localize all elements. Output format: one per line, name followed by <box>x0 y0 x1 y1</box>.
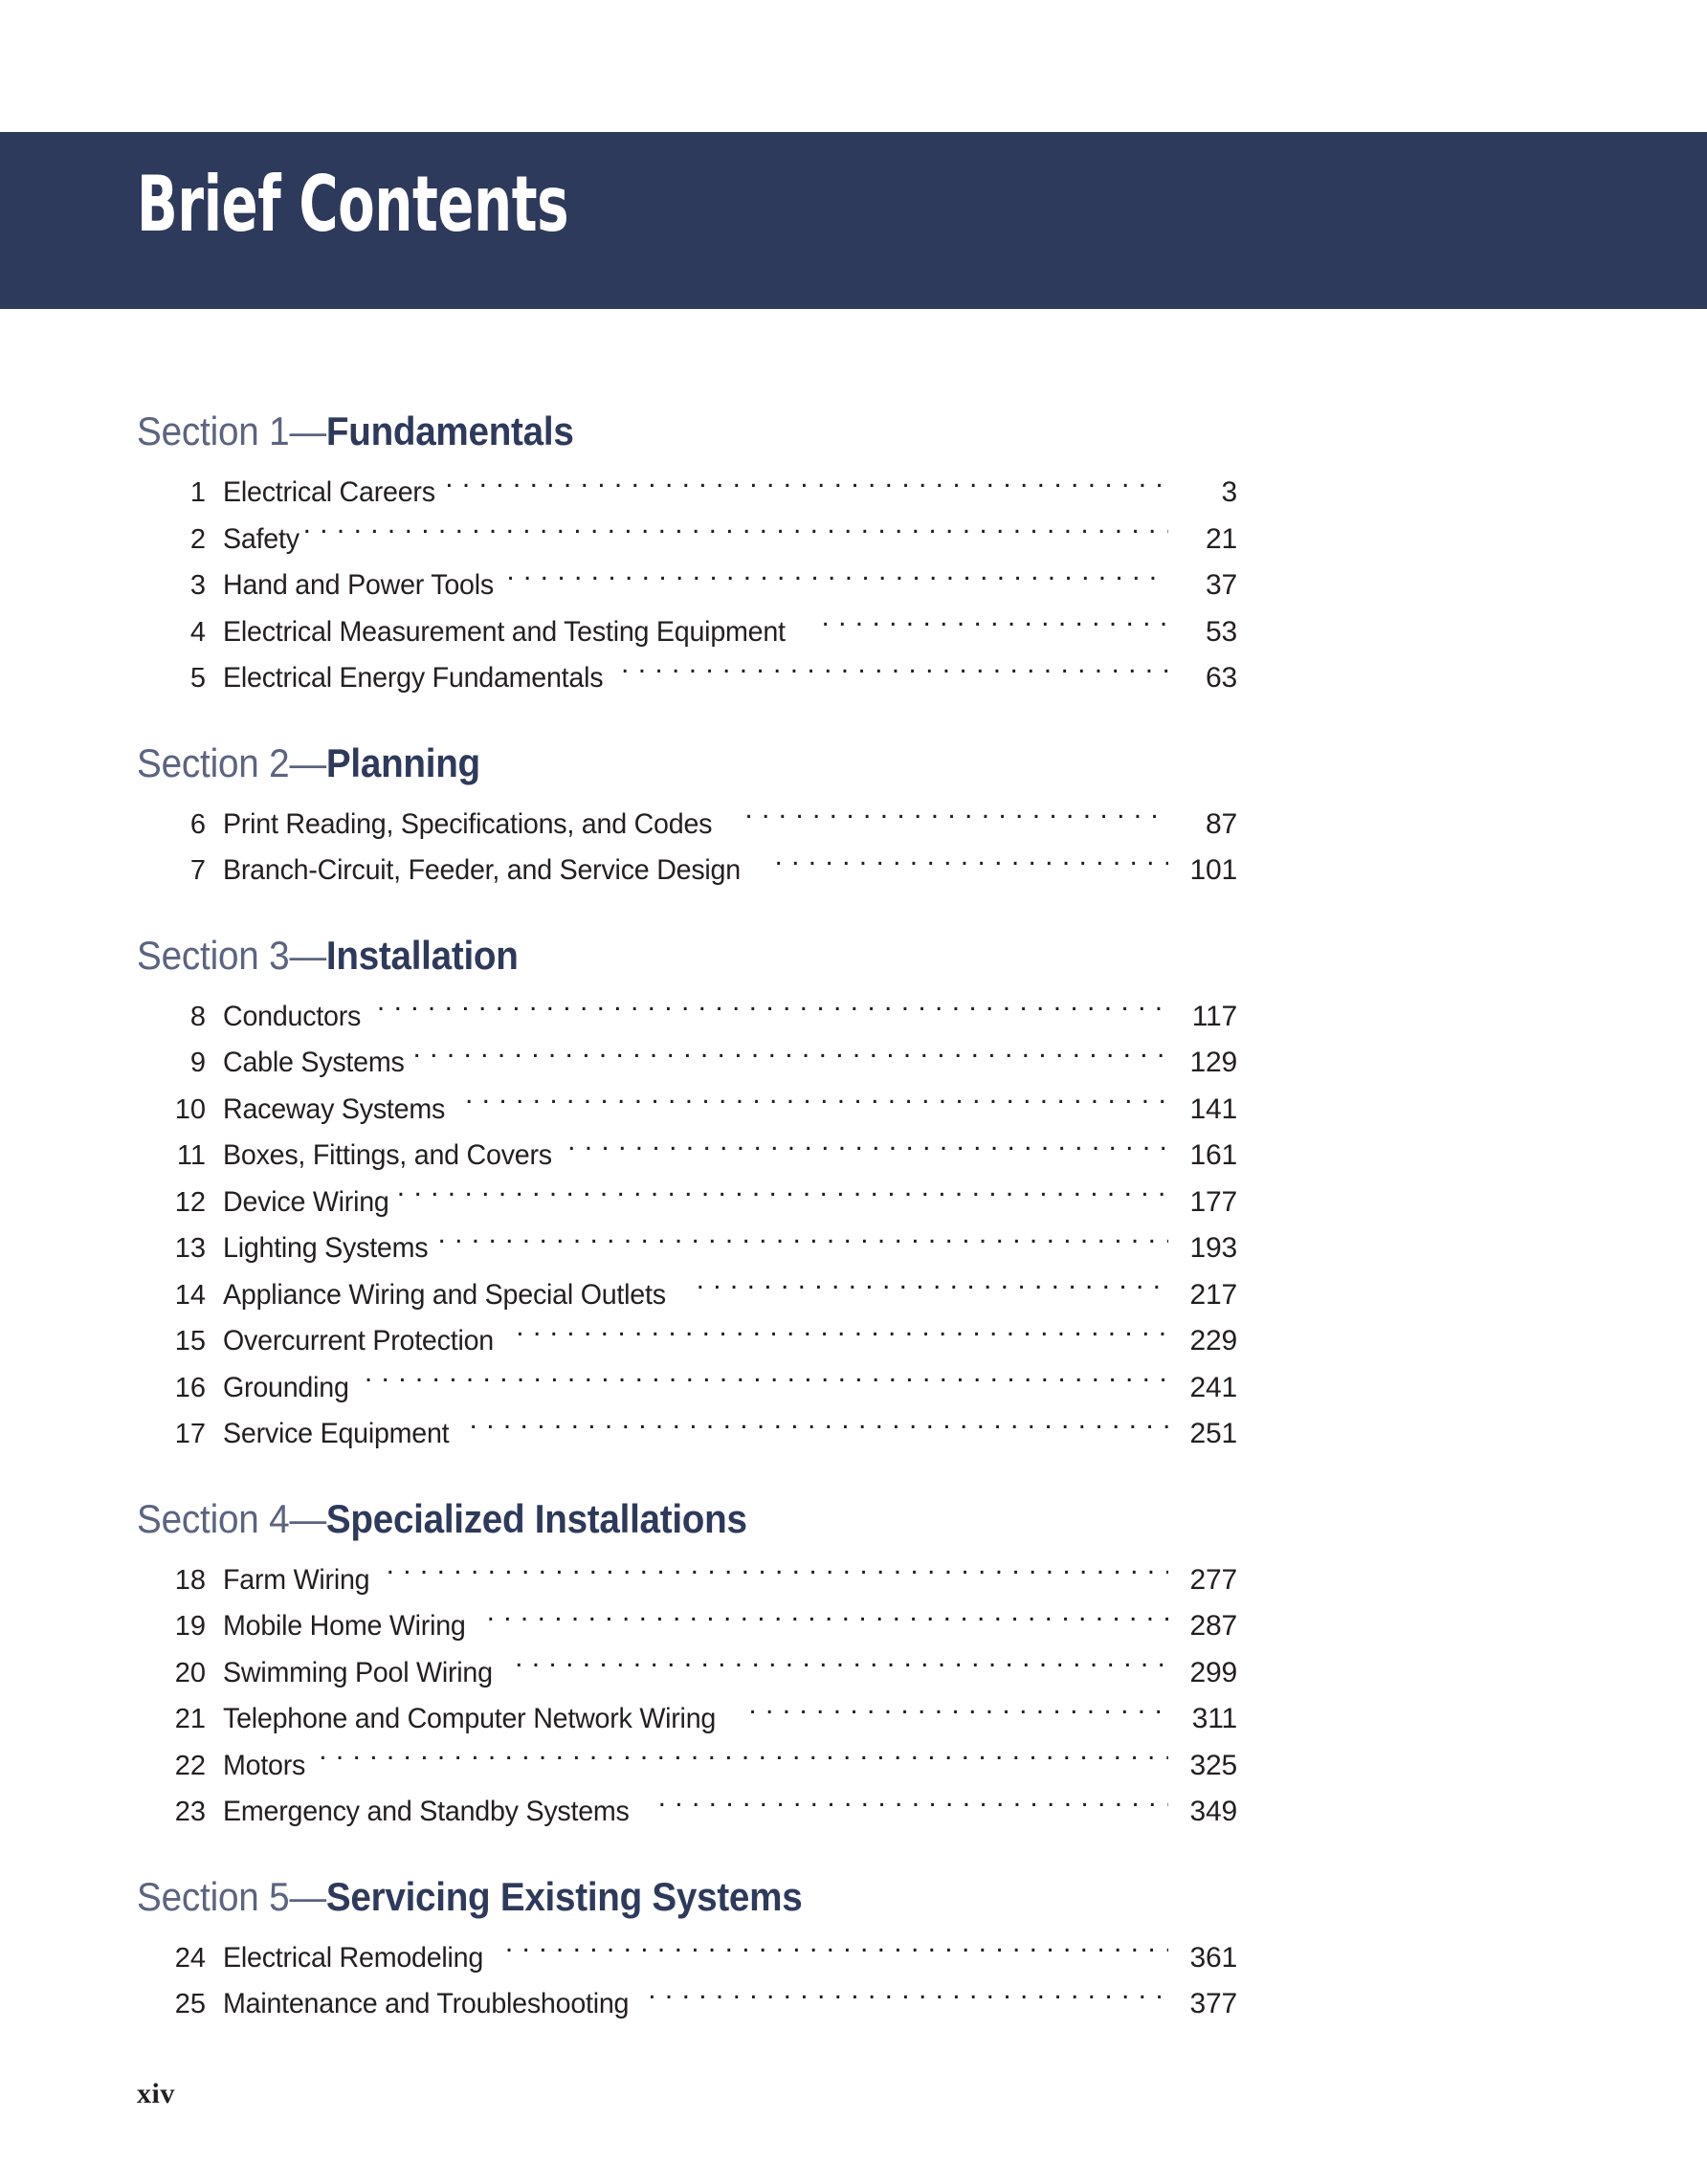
dot-leader <box>648 1984 1168 2013</box>
section-name: Fundamentals <box>325 408 574 453</box>
chapter-number: 7 <box>189 855 206 886</box>
dot-leader <box>470 1414 1168 1443</box>
page-number: 21 <box>1206 522 1237 555</box>
chapter-number: 17 <box>174 1419 206 1449</box>
dot-leader <box>487 1606 1168 1635</box>
dot-leader <box>437 1228 1168 1257</box>
chapter-title[interactable]: Hand and Power Tools <box>223 569 494 601</box>
chapter-title[interactable]: Raceway Systems <box>223 1092 446 1125</box>
chapter-entry-list <box>137 994 1237 1458</box>
dot-leader <box>365 1368 1168 1397</box>
chapter-title[interactable]: Boxes, Fittings, and Covers <box>223 1139 552 1171</box>
dot-leader <box>413 1043 1169 1071</box>
page-number: 37 <box>1206 569 1237 601</box>
chapter-title[interactable]: Telephone and Computer Network Wiring <box>223 1703 717 1734</box>
chapter-number: 2 <box>189 523 206 555</box>
chapter-entry[interactable] <box>137 1180 1237 1226</box>
chapter-entry[interactable] <box>137 1557 1237 1604</box>
page-folio: xiv <box>137 2078 175 2109</box>
dot-leader <box>697 1275 1168 1304</box>
chapter-number: 6 <box>189 808 206 840</box>
page-number: 177 <box>1189 1185 1237 1218</box>
chapter-entry[interactable] <box>137 470 1237 517</box>
page-number: 3 <box>1221 476 1237 508</box>
page-header-band <box>0 132 1707 309</box>
chapter-number: 8 <box>189 1001 206 1032</box>
chapter-number: 10 <box>174 1093 206 1125</box>
page-number: 217 <box>1189 1278 1237 1311</box>
dot-leader <box>445 473 1168 501</box>
chapter-title[interactable]: Electrical Remodeling <box>223 1941 484 1974</box>
chapter-title[interactable]: Swimming Pool Wiring <box>223 1656 493 1688</box>
page-number: 361 <box>1189 1941 1237 1974</box>
page-number: 193 <box>1189 1232 1237 1264</box>
section-name: Planning <box>325 739 480 785</box>
chapter-entry[interactable] <box>137 655 1237 702</box>
chapter-entry[interactable] <box>137 1365 1237 1412</box>
chapter-number: 4 <box>189 616 206 648</box>
chapter-title[interactable]: Cable Systems <box>223 1047 405 1078</box>
chapter-title[interactable]: Mobile Home Wiring <box>223 1610 466 1642</box>
page-number: 251 <box>1189 1418 1237 1449</box>
section-name: Specialized Installations <box>325 1495 747 1541</box>
page-number: 101 <box>1189 854 1237 886</box>
page-number: 229 <box>1189 1325 1237 1357</box>
section-heading <box>137 932 1149 978</box>
dot-leader <box>774 850 1168 879</box>
chapter-number: 18 <box>174 1564 206 1596</box>
chapter-number: 16 <box>174 1372 206 1403</box>
chapter-entry[interactable] <box>137 1935 1237 1982</box>
chapter-entry[interactable] <box>137 609 1237 656</box>
dot-leader <box>397 1182 1168 1211</box>
section-block <box>137 932 1237 1458</box>
chapter-title[interactable]: Electrical Careers <box>223 476 435 508</box>
page-number: 87 <box>1206 807 1237 840</box>
dot-leader <box>567 1136 1168 1164</box>
dot-leader <box>387 1560 1168 1589</box>
section-heading <box>137 1495 1149 1541</box>
page-title: Brief Contents <box>137 160 569 249</box>
chapter-number: 15 <box>174 1326 206 1357</box>
chapter-number: 22 <box>174 1750 206 1781</box>
section-block <box>137 1495 1237 1836</box>
chapter-entry-list <box>137 1557 1237 1836</box>
section-label: Section 3— <box>137 932 326 978</box>
chapter-number: 21 <box>174 1704 206 1734</box>
chapter-title[interactable]: Motors <box>223 1749 306 1781</box>
dot-leader <box>515 1653 1168 1682</box>
chapter-entry[interactable] <box>137 1133 1237 1180</box>
brief-contents-list <box>137 408 1237 2028</box>
page-number: 287 <box>1189 1610 1237 1642</box>
chapter-entry[interactable] <box>137 1696 1237 1743</box>
page-number: 311 <box>1191 1703 1237 1734</box>
page-number: 325 <box>1189 1749 1237 1781</box>
section-name: Servicing Existing Systems <box>325 1873 803 1919</box>
dot-leader <box>821 612 1168 641</box>
dot-leader <box>516 1321 1168 1350</box>
page-number: 129 <box>1189 1047 1237 1078</box>
chapter-number: 14 <box>174 1279 206 1311</box>
chapter-entry[interactable] <box>137 1789 1237 1836</box>
dot-leader <box>506 565 1168 594</box>
chapter-title[interactable]: Overcurrent Protection <box>223 1325 494 1357</box>
section-label: Section 4— <box>137 1495 326 1541</box>
chapter-entry-list <box>137 470 1237 702</box>
chapter-entry[interactable] <box>137 994 1237 1041</box>
page-number: 299 <box>1189 1656 1237 1688</box>
chapter-title[interactable]: Lighting Systems <box>223 1232 429 1264</box>
chapter-entry[interactable] <box>137 1743 1237 1790</box>
chapter-number: 19 <box>174 1611 206 1642</box>
section-block <box>137 739 1237 894</box>
chapter-title[interactable]: Electrical Energy Fundamentals <box>223 662 604 694</box>
section-heading <box>137 408 1149 453</box>
dot-leader <box>748 1699 1168 1728</box>
chapter-entry[interactable] <box>137 517 1237 563</box>
page-number: 53 <box>1206 615 1237 648</box>
dot-leader <box>658 1792 1168 1820</box>
chapter-number: 3 <box>189 570 206 601</box>
chapter-title[interactable]: Appliance Wiring and Special Outlets <box>223 1278 666 1311</box>
chapter-number: 13 <box>174 1233 206 1264</box>
page-number: 63 <box>1206 662 1237 694</box>
dot-leader <box>303 519 1168 548</box>
section-name: Installation <box>325 932 519 978</box>
chapter-title[interactable]: Grounding <box>223 1371 349 1403</box>
chapter-entry[interactable] <box>137 1272 1237 1319</box>
page-number: 277 <box>1189 1563 1237 1596</box>
chapter-entry[interactable] <box>137 1411 1237 1458</box>
chapter-entry[interactable] <box>137 1318 1237 1365</box>
dot-leader <box>505 1938 1168 1967</box>
chapter-title[interactable]: Device Wiring <box>223 1185 389 1218</box>
chapter-number: 12 <box>174 1186 206 1218</box>
chapter-title[interactable]: Electrical Measurement and Testing Equipment <box>223 615 786 648</box>
chapter-number: 20 <box>174 1657 206 1688</box>
section-block <box>137 408 1237 702</box>
chapter-entry[interactable] <box>137 1225 1237 1272</box>
page-number: 349 <box>1189 1796 1237 1827</box>
section-label: Section 2— <box>137 739 326 785</box>
section-heading <box>137 1873 1149 1919</box>
chapter-number: 25 <box>174 1989 206 2019</box>
chapter-entry[interactable] <box>137 1981 1237 2028</box>
dot-leader <box>744 805 1168 833</box>
chapter-entry[interactable] <box>137 848 1237 894</box>
chapter-entry-list <box>137 1935 1237 2028</box>
dot-leader <box>621 658 1168 687</box>
dot-leader <box>319 1746 1168 1775</box>
chapter-number: 9 <box>189 1048 206 1078</box>
dot-leader <box>465 1090 1168 1118</box>
chapter-title[interactable]: Maintenance and Troubleshooting <box>223 1988 630 2019</box>
chapter-number: 5 <box>189 663 206 694</box>
section-label: Section 1— <box>137 408 326 453</box>
chapter-title[interactable]: Conductors <box>223 1000 362 1032</box>
section-label: Section 5— <box>137 1873 326 1919</box>
chapter-title[interactable]: Emergency and Standby Systems <box>223 1796 630 1827</box>
chapter-number: 1 <box>189 477 206 508</box>
chapter-entry-list <box>137 802 1237 894</box>
chapter-entry[interactable] <box>137 1087 1237 1134</box>
section-block <box>137 1873 1237 2028</box>
chapter-entry[interactable] <box>137 802 1237 849</box>
page-number: 241 <box>1189 1371 1237 1403</box>
chapter-entry[interactable] <box>137 1040 1237 1087</box>
chapter-entry[interactable] <box>137 1650 1237 1697</box>
chapter-title[interactable]: Branch-Circuit, Feeder, and Service Design <box>223 854 741 886</box>
chapter-title[interactable]: Safety <box>223 522 299 555</box>
dot-leader <box>377 997 1168 1026</box>
page-number: 117 <box>1191 1000 1237 1032</box>
page-number: 141 <box>1189 1092 1237 1125</box>
page-number: 161 <box>1189 1139 1237 1171</box>
chapter-title[interactable]: Service Equipment <box>223 1418 450 1449</box>
chapter-number: 11 <box>176 1140 206 1171</box>
section-heading <box>137 739 1149 785</box>
chapter-entry[interactable] <box>137 1603 1237 1650</box>
chapter-entry[interactable] <box>137 563 1237 609</box>
chapter-number: 23 <box>174 1797 206 1827</box>
chapter-title[interactable]: Print Reading, Specifications, and Codes <box>223 807 713 840</box>
chapter-number: 24 <box>174 1942 206 1974</box>
page-number: 377 <box>1189 1988 1237 2019</box>
chapter-title[interactable]: Farm Wiring <box>223 1563 370 1596</box>
